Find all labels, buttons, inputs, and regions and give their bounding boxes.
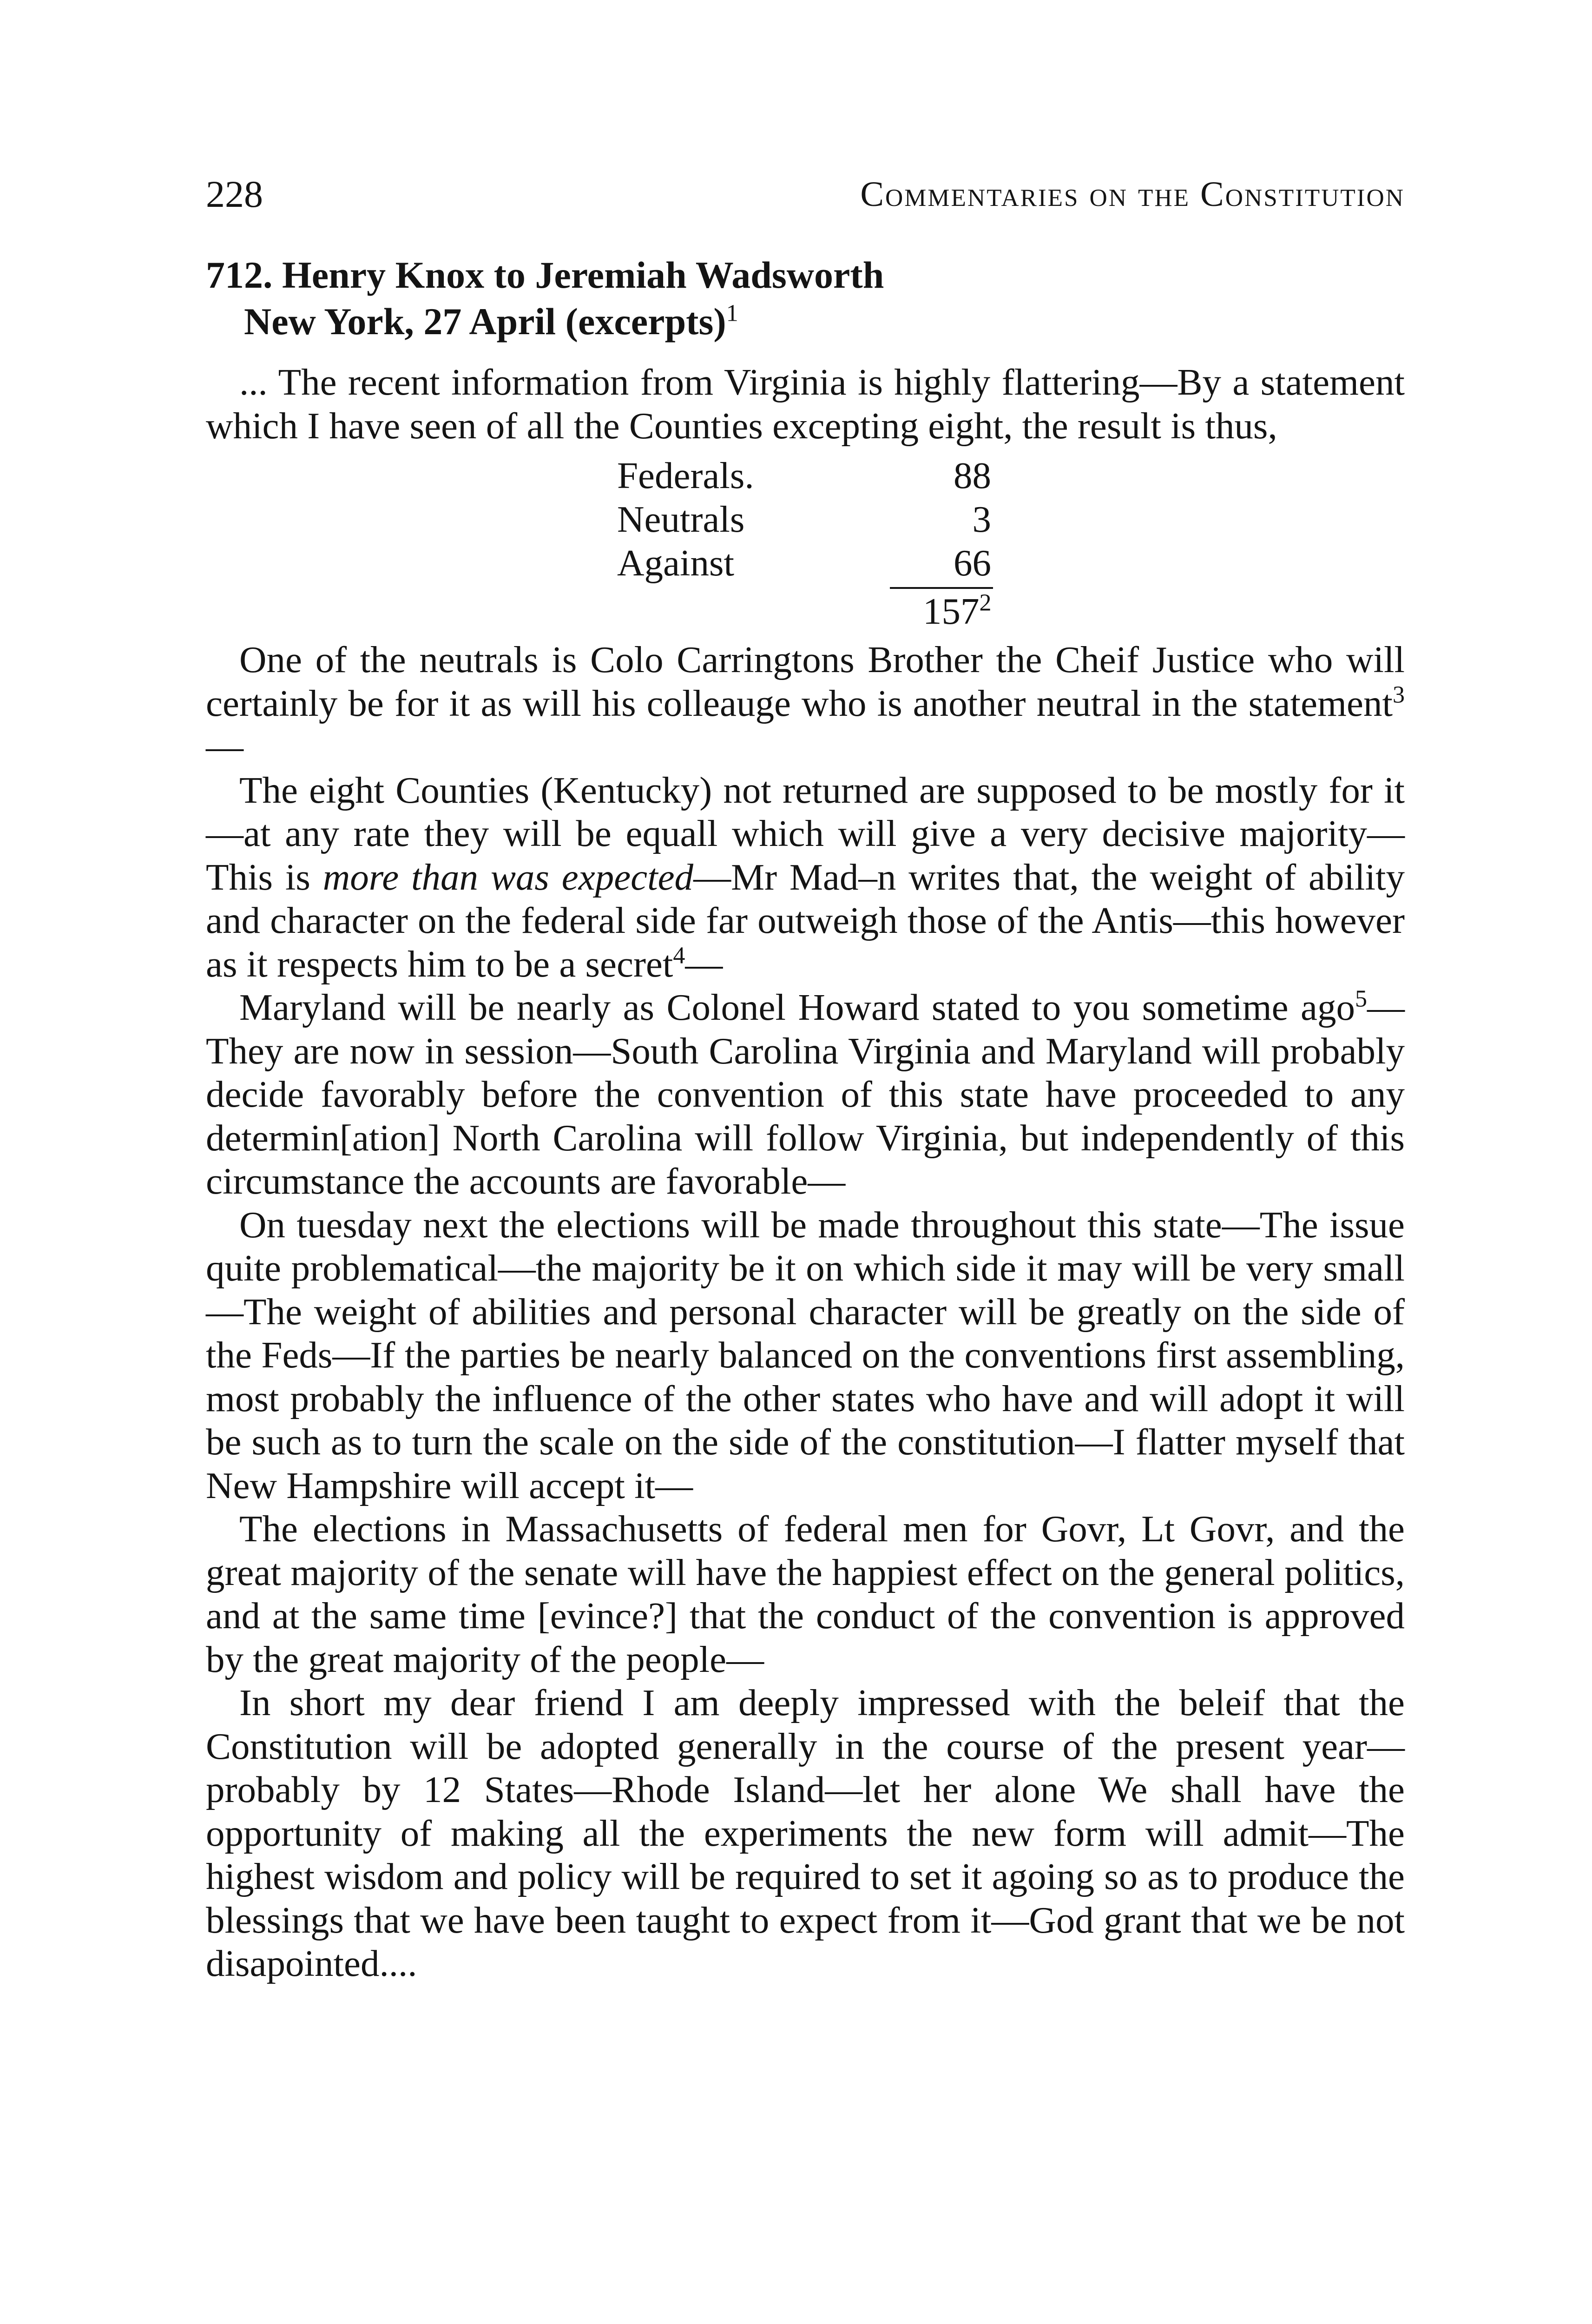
tally-label: Against (617, 542, 734, 584)
paragraph-carrington (206, 638, 1405, 769)
tally-total (923, 590, 992, 634)
document-title: 712. Henry Knox to Jeremiah Wadsworth (206, 254, 884, 296)
tally-label: Neutrals (617, 498, 745, 540)
paragraph-text: —Mr Mad–n writes that, the weight of ability and character on the federal side far outweigh those of the Antis—this however as it respects him to be a secret (206, 856, 1405, 985)
footnote-ref: 3 (1393, 681, 1405, 708)
page-number: 228 (206, 173, 263, 215)
paragraph-maryland (206, 986, 1405, 1203)
tally-count: 88 (954, 455, 991, 496)
paragraph-text: Maryland will be nearly as Colonel Howard stated to you sometime ago (239, 986, 1355, 1028)
paragraph-text: — (206, 726, 243, 767)
paragraph-kentucky (206, 769, 1405, 986)
italic-phrase: more than was expected (322, 856, 694, 898)
paragraph-text: — (685, 943, 723, 985)
running-title: Commentaries on the Constitution (860, 175, 1405, 214)
document-heading (206, 252, 1405, 345)
intro-paragraph: ... The recent information from Virginia is highly flattering—By a statement which I have seen of all the Counties excepting eight, the result is thus, (206, 361, 1405, 447)
letter-body (206, 361, 1405, 1986)
tally-label: Federals. (617, 455, 754, 496)
tally-row (617, 541, 991, 585)
paragraph-text: —They are now in session—South Carolina Virginia and Maryland will probably decide favorably before the convention of this state have proceeded to any determin[ation] North Carolina will follow Virginia, but independently of this circumstance the accounts are favorable— (206, 986, 1405, 1202)
paragraph-elections: On tuesday next the elections will be made throughout this state—The issue quite problematical—the majority be it on which side it may will be very small—The weight of abilities and personal character will be greatly on the side of the Feds—If the parties be nearly balanced on the conventions first assembling, most probably the influence of the other states who have and will adopt it will be such as to turn the scale on the side of the constitution—I flatter myself that New Hampshire will accept it— (206, 1203, 1405, 1506)
tally-count: 3 (972, 498, 991, 540)
footnote-ref: 2 (979, 589, 992, 616)
total-value: 157 (923, 590, 980, 632)
running-head (206, 171, 1405, 218)
dateline-text: New York, 27 April (excerpts) (244, 300, 726, 343)
footnote-ref: 1 (726, 300, 738, 327)
paragraph-massachusetts: The elections in Massachusetts of federal men for Govr, Lt Govr, and the great majority of the senate will have the happiest effect on the general politics, and at the same time [evince?] that the conduct of the convention is approved by the great majority of the people— (206, 1508, 1405, 1680)
footnote-ref: 5 (1355, 985, 1367, 1012)
paragraph-text: The eight Counties (Kentucky) not returned are supposed to be mostly for it—at any rate they will be equall which will give a very decisive majority—This is (206, 769, 1405, 898)
footnote-ref: 4 (673, 942, 685, 969)
document-dateline (206, 298, 1405, 345)
vote-tally (206, 448, 1405, 638)
sum-rule (890, 587, 993, 589)
paragraph-text: One of the neutrals is Colo Carringtons Brother the Cheif Justice who will certainly be for it as will his colleauge who is another neutral in the statement (206, 639, 1405, 724)
paragraph-conclusion: In short my dear friend I am deeply impressed with the beleif that the Constitution will be adopted generally in the course of the present year—probably by 12 States—Rhode Island—let her alone We shall have the opportunity of making all the experiments the new form will admit—The highest wisdom and policy will be required to set it agoing so as to produce the blessings that we have been taught to expect from it—God grant that we be not disapointed.... (206, 1682, 1405, 1984)
tally-row (617, 454, 991, 498)
tally-row (617, 498, 991, 541)
tally-count: 66 (954, 542, 991, 584)
